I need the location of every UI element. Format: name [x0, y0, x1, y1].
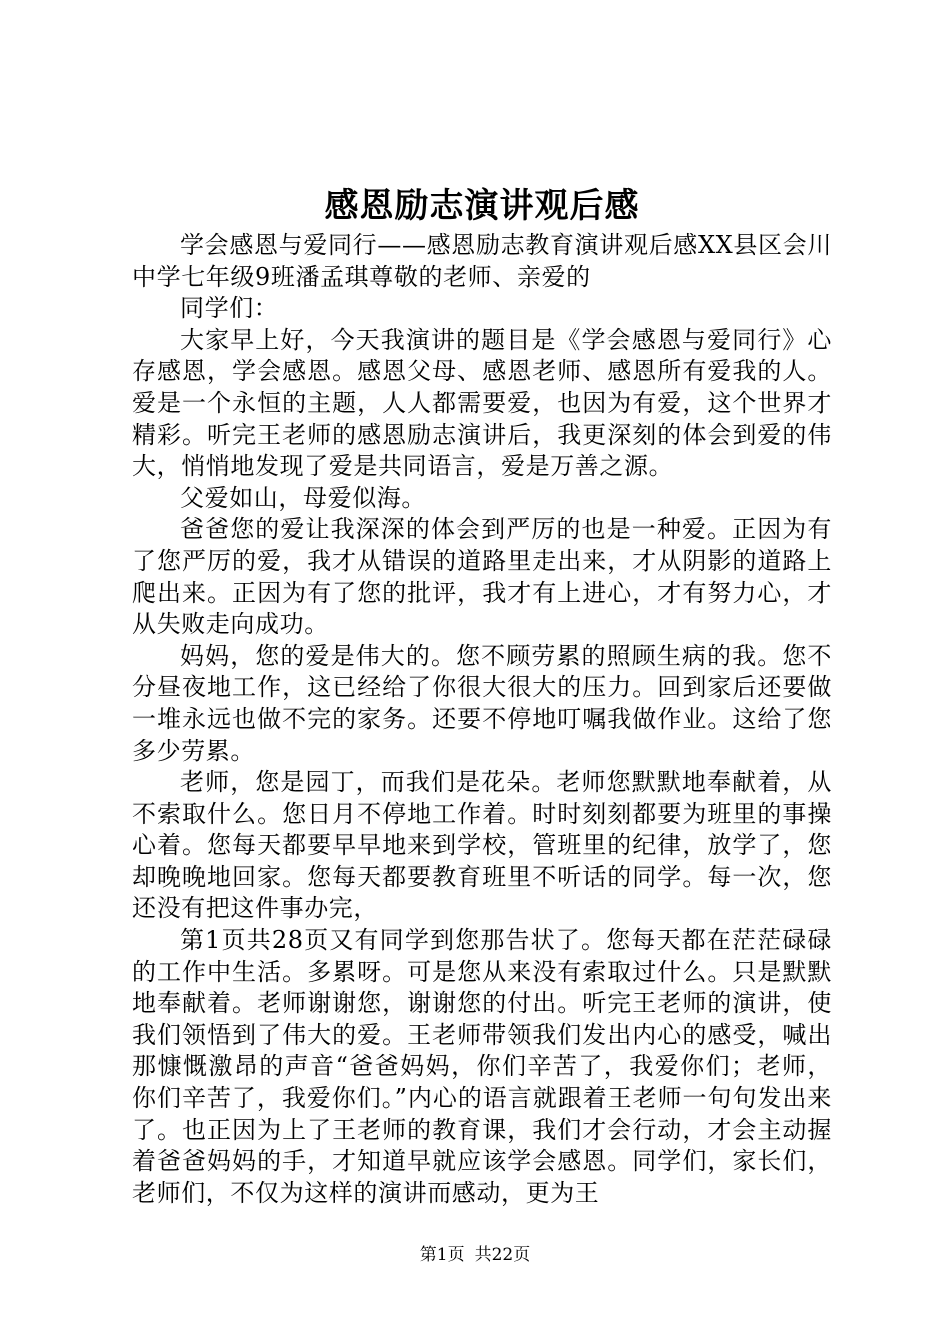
paragraph: 大家早上好，今天我演讲的题目是《学会感恩与爱同行》心存感恩，学会感恩。感恩父母、感恩老师、感恩所有爱我的人。爱是一个永恒的主题，人人都需要爱，也因为有爱，这个世界才精彩。听完王老师的感恩励志演讲后，我更深刻的体会到爱的伟大，悄悄地发现了爱是共同语言，爱是万善之源。: [132, 325, 832, 481]
page-total: 共22页: [474, 1245, 531, 1265]
paragraph: 第1页共28页又有同学到您那告状了。您每天都在茫茫碌碌的工作中生活。多累呀。可是您从来没有索取过什么。只是默默地奉献着。老师谢谢您，谢谢您的付出。听完王老师的演讲，使我们领悟到了伟大的爱。王老师带领我们发出内心的感受，喊出那慷慨激昂的声音“爸爸妈妈，你们辛苦了，我爱你们；老师，你们辛苦了，我爱你们。”内心的语言就跟着王老师一句句发出来了。也正因为上了王老师的教育课，我们才会行动，才会主动握着爸爸妈妈的手，才知道早就应该学会感恩。同学们，家长们，老师们，不仅为这样的演讲而感动，更为王: [132, 926, 832, 1207]
page-footer: [0, 1244, 950, 1266]
paragraph: 学会感恩与爱同行——感恩励志教育演讲观后感XX县区会川中学七年级9班潘孟琪尊敬的老师、亲爱的: [132, 231, 832, 291]
paragraph: 老师，您是园丁，而我们是花朵。老师您默默地奉献着，从不索取什么。您日月不停地工作着。时时刻刻都要为班里的事操心着。您每天都要早早地来到学校，管班里的纪律，放学了，您却晚晚地回家。您每天都要教育班里不听话的同学。每一次，您还没有把这件事办完，: [132, 768, 832, 923]
paragraph: 父爱如山，母爱似海。: [180, 483, 426, 512]
paragraph: 妈妈，您的爱是伟大的。您不顾劳累的照顾生病的我。您不分昼夜地工作，这已经给了你很大很大的压力。回到家后还要做一堆永远也做不完的家务。还要不停地叮嘱我做作业。这给了您多少劳累。: [132, 641, 832, 765]
page-number: 第1页: [419, 1245, 465, 1265]
document-title: 感恩励志演讲观后感: [324, 186, 640, 226]
paragraph: 爸爸您的爱让我深深的体会到严厉的也是一种爱。正因为有了您严厉的爱，我才从错误的道路里走出来，才从阴影的道路上爬出来。正因为有了您的批评，我才有上进心，才有努力心，才从失败走向成功。: [132, 515, 832, 639]
paragraph: 同学们：: [180, 294, 279, 323]
document-page: [132, 180, 832, 1209]
